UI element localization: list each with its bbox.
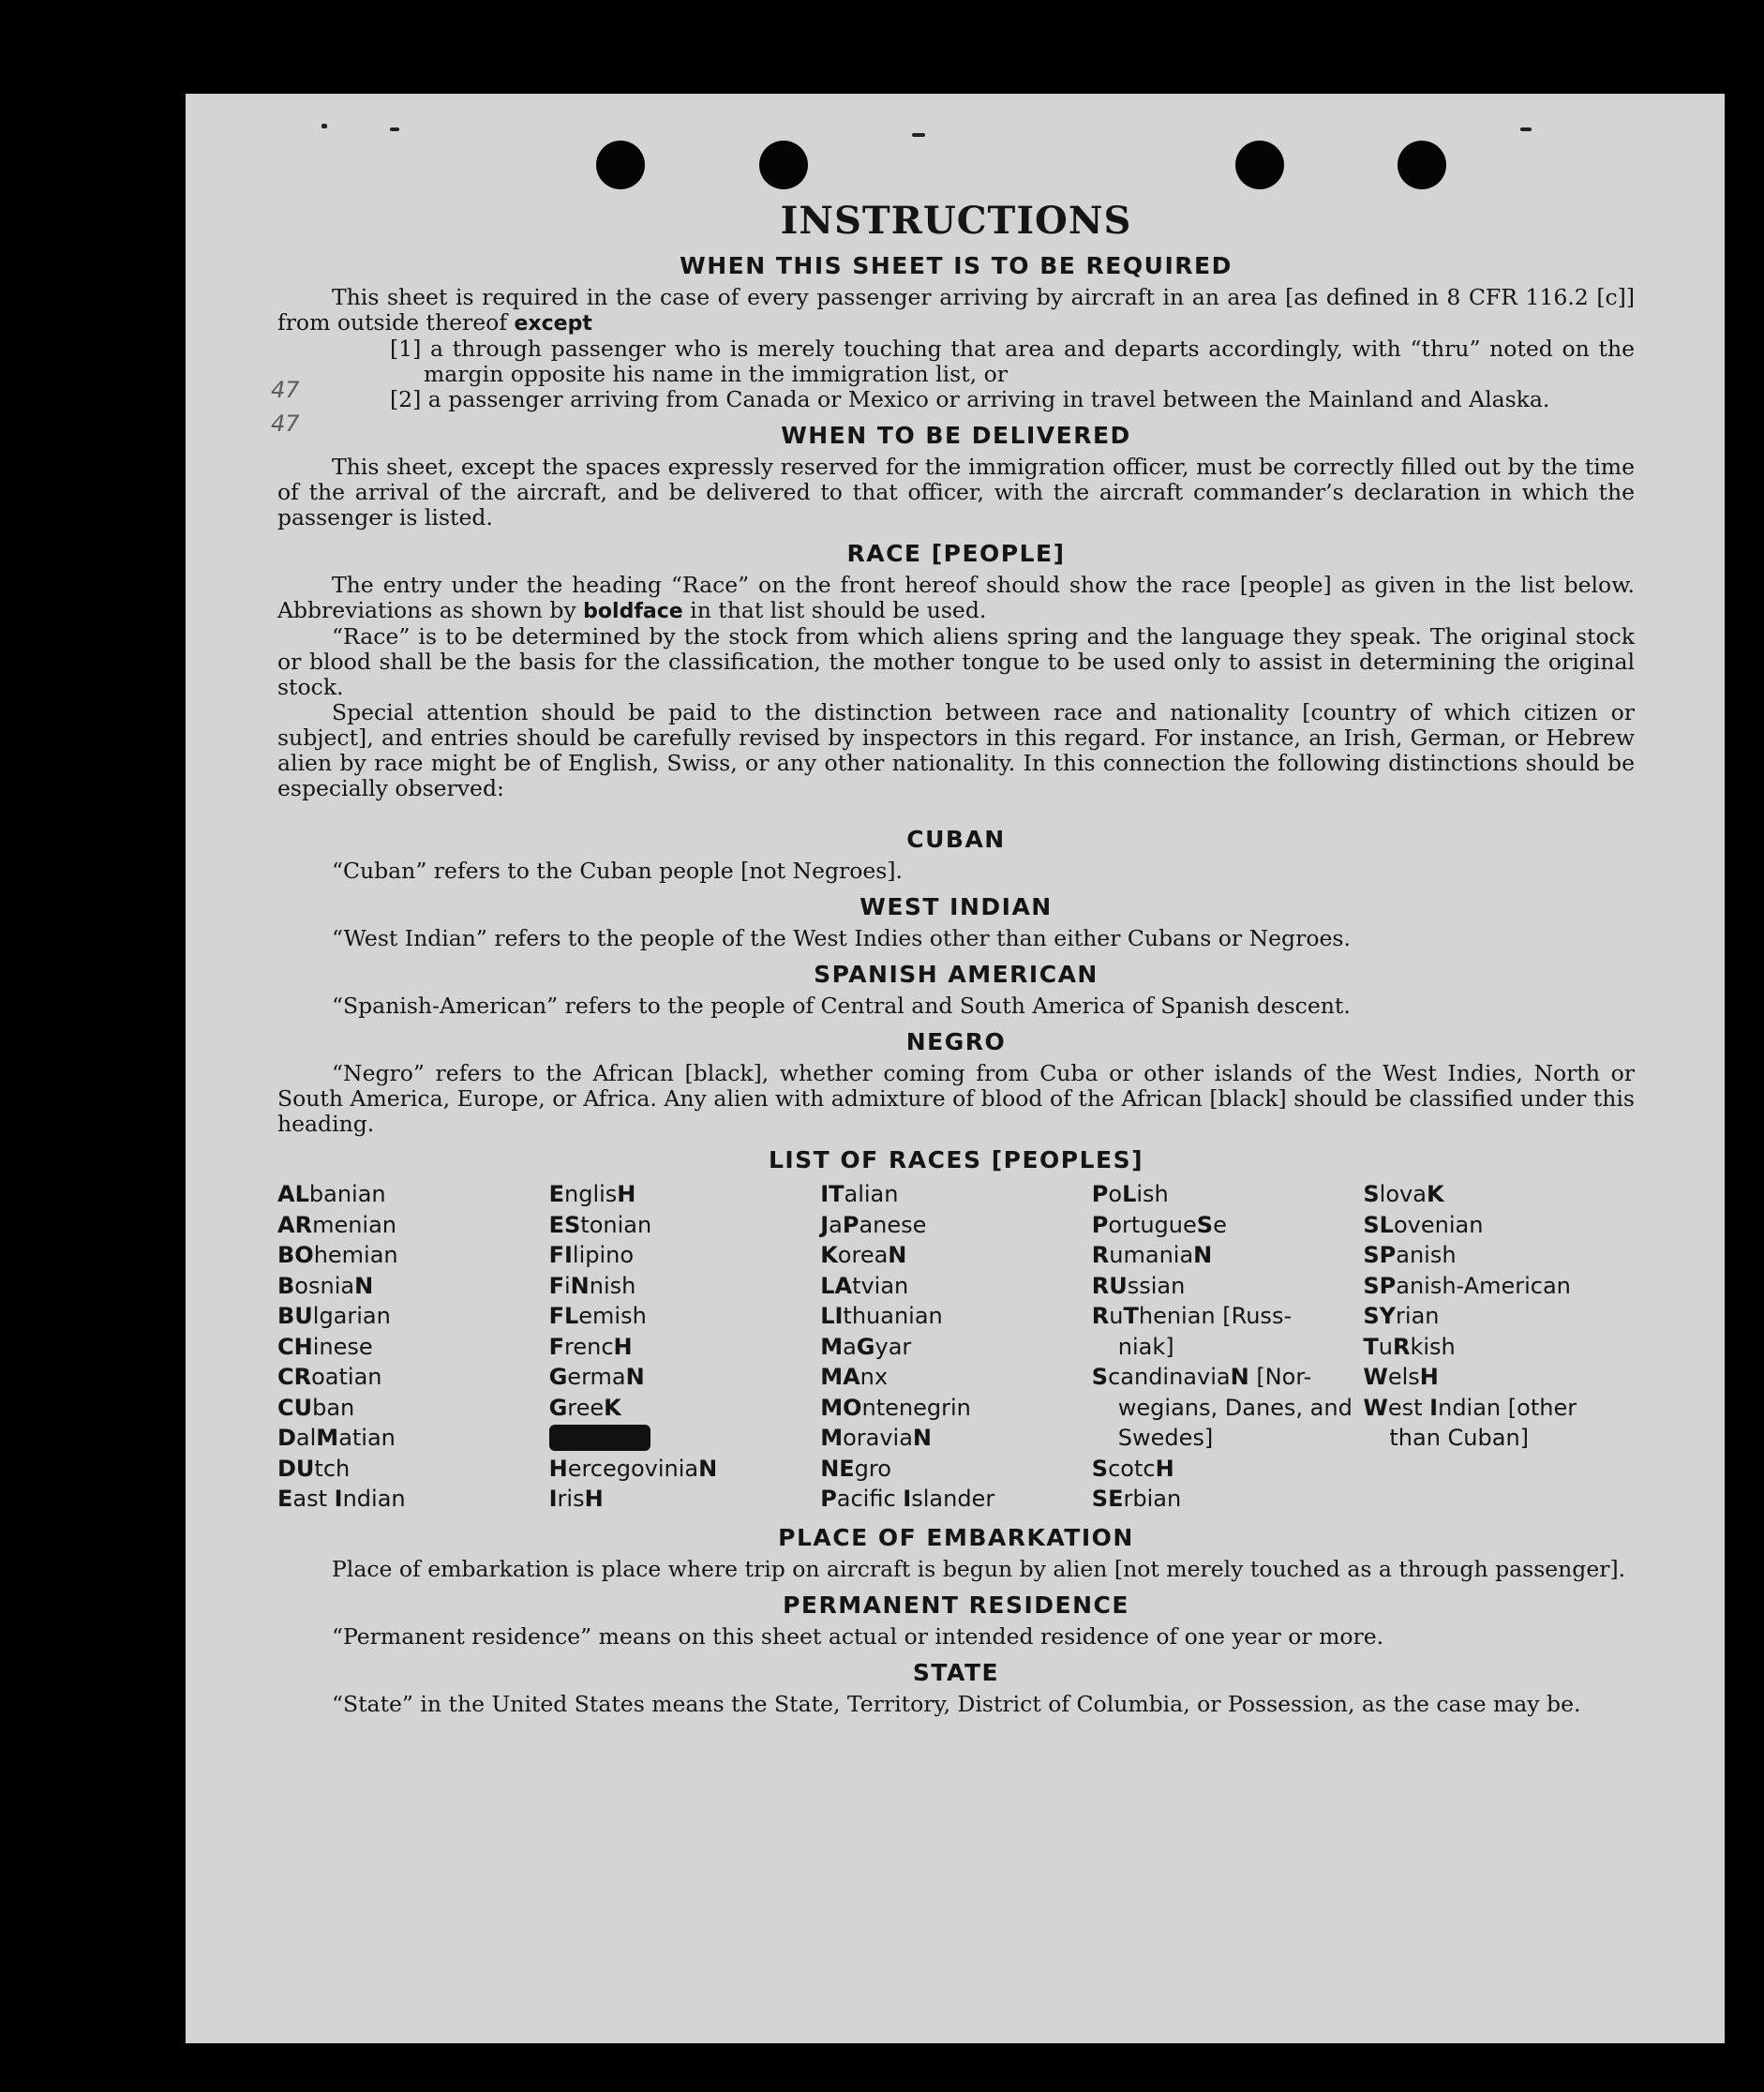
race-entry	[549, 1179, 821, 1210]
race-abbrev: DU	[277, 1455, 315, 1482]
race-abbrev: R	[1091, 1242, 1110, 1268]
race-text: nx	[860, 1364, 889, 1390]
race-entry	[1363, 1332, 1635, 1363]
race-abbrev: H	[1419, 1364, 1439, 1390]
race-abbrev: H	[584, 1486, 604, 1512]
race-abbrev: N	[698, 1455, 718, 1482]
race-text: anish-American	[1396, 1272, 1571, 1299]
race-entry	[277, 1362, 549, 1393]
heading-west-indian: WEST INDIAN	[860, 893, 1053, 920]
race-entry	[1363, 1301, 1635, 1332]
race-text: u	[1378, 1333, 1393, 1360]
ink-speck	[390, 127, 399, 131]
handwritten-note: 47	[271, 377, 300, 403]
race-abbrev: R	[1392, 1333, 1411, 1360]
race-abbrev: SP	[1363, 1242, 1397, 1268]
race-entry	[1363, 1240, 1635, 1271]
race-text: tonian	[580, 1211, 652, 1238]
race-entry	[1092, 1179, 1364, 1210]
race-text: ercegovinia	[567, 1455, 699, 1482]
ink-speck	[912, 133, 925, 137]
heading-place-of-embarkation: PLACE OF EMBARKATION	[778, 1523, 1134, 1551]
race-abbrev: SY	[1363, 1303, 1397, 1329]
race-entry	[1092, 1301, 1364, 1362]
race-text: oatian	[311, 1364, 382, 1390]
race-abbrev: SE	[1091, 1486, 1124, 1512]
race-text: lgarian	[312, 1303, 391, 1329]
race-abbrev: B	[277, 1272, 295, 1299]
instructions-content	[277, 199, 1635, 1717]
punch-hole	[1235, 141, 1284, 189]
race-abbrev: E	[277, 1486, 293, 1512]
race-entry	[820, 1393, 1092, 1424]
race-abbrev: M	[820, 1333, 844, 1360]
race-abbrev: G	[548, 1364, 568, 1390]
race-abbrev: M	[316, 1425, 339, 1451]
race-abbrev: N	[1230, 1364, 1249, 1390]
race-abbrev: S	[1196, 1211, 1214, 1238]
race-abbrev: N	[570, 1272, 590, 1299]
race-entry	[549, 1423, 821, 1454]
race-abbrev: F	[548, 1272, 564, 1299]
race-entry	[277, 1301, 549, 1332]
heading-list-of-races: LIST OF RACES [PEOPLES]	[768, 1146, 1144, 1173]
race-text: ban	[312, 1394, 355, 1421]
race-entry	[277, 1210, 549, 1241]
race-column-1	[277, 1179, 549, 1515]
race-abbrev: MO	[820, 1394, 862, 1421]
race-entry	[277, 1393, 549, 1424]
ink-speck	[321, 124, 327, 128]
race-abbrev: HebreW	[548, 1425, 650, 1451]
race-text: ris	[557, 1486, 585, 1512]
race-text: ast	[292, 1486, 335, 1512]
race-abbrev: K	[1426, 1181, 1444, 1207]
race-text: alian	[844, 1181, 899, 1207]
race-abbrev: I	[548, 1486, 558, 1512]
race-abbrev: I	[1429, 1394, 1439, 1421]
boldface-keyword: boldface	[583, 600, 683, 623]
race-abbrev: N	[1193, 1242, 1213, 1268]
race-entry	[549, 1240, 821, 1271]
race-entry	[1092, 1210, 1364, 1241]
race-text: a	[843, 1333, 857, 1360]
race-text: ntenegrin	[861, 1394, 971, 1421]
race-abbrev: NE	[820, 1455, 855, 1482]
race-text: umania	[1109, 1242, 1194, 1268]
race-abbrev: S	[1091, 1364, 1109, 1390]
race-entry	[820, 1210, 1092, 1241]
race-text: ish	[1136, 1181, 1169, 1207]
race-text: rian	[1396, 1303, 1440, 1329]
race-entry	[1092, 1240, 1364, 1271]
race-abbrev: ES	[548, 1211, 581, 1238]
handwritten-note: 47	[271, 411, 300, 437]
race-text: henian [Russ-	[1138, 1303, 1293, 1329]
race-text: [Nor-	[1248, 1364, 1312, 1390]
race-abbrev: R	[1091, 1303, 1110, 1329]
race-abbrev: CH	[277, 1333, 313, 1360]
race-text: ssian	[1127, 1272, 1186, 1299]
race-abbrev: FL	[548, 1303, 579, 1329]
document-sheet	[186, 94, 1725, 2043]
race-paragraph-1: The entry under the heading “Race” on the front hereof should show the race [people] as given in the list below. Abbreviations as shown by boldface in that list should be used.	[277, 572, 1635, 623]
race-abbrev: K	[604, 1394, 621, 1421]
race-text: anese	[859, 1211, 927, 1238]
race-text: est	[1387, 1394, 1430, 1421]
race-column-4	[1092, 1179, 1364, 1515]
race-abbrev: J	[820, 1211, 830, 1238]
race-column-3	[820, 1179, 1092, 1515]
race-entry	[277, 1332, 549, 1363]
race-abbrev: H	[1155, 1455, 1174, 1482]
race-abbrev: CU	[277, 1394, 313, 1421]
race-entry	[1092, 1362, 1364, 1454]
race-abbrev: S	[1363, 1181, 1380, 1207]
race-entry	[1092, 1454, 1364, 1485]
race-text: tch	[314, 1455, 351, 1482]
race-entry	[549, 1301, 821, 1332]
race-entry	[277, 1484, 549, 1515]
race-abbrev: D	[277, 1425, 296, 1451]
race-text: renc	[564, 1333, 614, 1360]
race-text: candinavia	[1108, 1364, 1231, 1390]
race-abbrev: N	[625, 1364, 645, 1390]
race-entry	[1092, 1484, 1364, 1515]
race-text: atian	[338, 1425, 396, 1451]
heading-cuban: CUBAN	[906, 826, 1006, 853]
race-entry	[549, 1210, 821, 1241]
race-text: erma	[567, 1364, 626, 1390]
race-abbrev: MA	[820, 1364, 860, 1390]
race-text: cotc	[1108, 1455, 1156, 1482]
race-abbrev: I	[334, 1486, 343, 1512]
race-abbrev: AR	[277, 1211, 313, 1238]
race-entry	[1363, 1210, 1635, 1241]
race-entry	[549, 1454, 821, 1485]
race-entry	[820, 1179, 1092, 1210]
race-text: osnia	[294, 1272, 355, 1299]
race-text: ortugue	[1108, 1211, 1197, 1238]
required-intro: This sheet is required in the case of every passenger arriving by aircraft in an area [as defined in 8 CFR 116.2 [c]] from outside thereof except	[277, 284, 1635, 336]
negro-text: “Negro” refers to the African [black], whether coming from Cuba or other islands of the West Indies, North or South America, Europe, or Africa. Any alien with admixture of blood of the African [black] should be classified under this heading.	[277, 1060, 1635, 1137]
race-abbrev: T	[1123, 1303, 1139, 1329]
race-entry	[820, 1240, 1092, 1271]
race-abbrev: N	[912, 1425, 933, 1451]
race-text: thuanian	[843, 1303, 943, 1329]
race-abbrev: N	[354, 1272, 374, 1299]
race-abbrev: P	[842, 1211, 860, 1238]
race-text: ndian	[342, 1486, 406, 1512]
race-entry	[820, 1454, 1092, 1485]
race-entry	[277, 1454, 549, 1485]
spanish-american-text: “Spanish-American” refers to the people of Central and South America of Spanish descent.	[332, 993, 1351, 1019]
race-text: oravia	[843, 1425, 913, 1451]
race-abbrev: BU	[277, 1303, 313, 1329]
race-text: lova	[1379, 1181, 1427, 1207]
ink-speck	[1520, 127, 1532, 131]
race-text: kish	[1410, 1333, 1456, 1360]
race-text: orea	[837, 1242, 889, 1268]
race-entry	[1092, 1271, 1364, 1302]
race-text: inese	[312, 1333, 373, 1360]
heading-when-delivered: WHEN TO BE DELIVERED	[781, 422, 1131, 449]
race-abbrev: AL	[277, 1181, 309, 1207]
race-abbrev: IT	[820, 1181, 845, 1207]
race-abbrev: SP	[1363, 1272, 1397, 1299]
race-paragraph-2: “Race” is to be determined by the stock from which aliens spring and the language they speak. The original stock or blood shall be the basis for the classification, the mother tongue to be used only to assist in determining the original stock.	[277, 623, 1635, 700]
race-text: slander	[911, 1486, 995, 1512]
race-text-continued: than Cuban]	[1389, 1425, 1530, 1451]
race-text: hemian	[313, 1242, 398, 1268]
race-entry	[277, 1240, 549, 1271]
race-text: menian	[312, 1211, 397, 1238]
race-entry	[549, 1271, 821, 1302]
race-abbrev: RU	[1091, 1272, 1128, 1299]
race-entry	[1363, 1393, 1635, 1454]
race-abbrev: FI	[548, 1242, 573, 1268]
race-abbrev: SL	[1363, 1211, 1394, 1238]
race-text-continued: wegians, Danes, and Swedes]	[1117, 1394, 1353, 1451]
state-text: “State” in the United States means the State, Territory, District of Columbia, or Possession, as the case may be.	[332, 1690, 1581, 1717]
race-text: e	[1213, 1211, 1227, 1238]
race-abbrev: H	[548, 1455, 568, 1482]
race-entry	[1363, 1271, 1635, 1302]
race-abbrev: BO	[277, 1242, 314, 1268]
race-abbrev: S	[1091, 1455, 1109, 1482]
race-text: al	[295, 1425, 317, 1451]
heading-when-required: WHEN THIS SHEET IS TO BE REQUIRED	[680, 252, 1233, 279]
race-text: o	[1108, 1181, 1123, 1207]
race-text: emish	[578, 1303, 647, 1329]
race-entry	[820, 1301, 1092, 1332]
race-column-5	[1363, 1179, 1635, 1515]
race-text: acific	[836, 1486, 904, 1512]
punch-hole	[759, 141, 808, 189]
race-abbrev: P	[1091, 1211, 1109, 1238]
race-abbrev: LI	[820, 1303, 844, 1329]
race-text: yar	[875, 1333, 912, 1360]
race-abbrev: H	[613, 1333, 633, 1360]
race-text: a	[829, 1211, 843, 1238]
race-abbrev: E	[548, 1181, 564, 1207]
residence-text: “Permanent residence” means on this sheet actual or intended residence of one year or more.	[332, 1622, 1384, 1650]
race-entry	[277, 1179, 549, 1210]
race-list	[277, 1179, 1635, 1515]
race-column-2	[549, 1179, 821, 1515]
race-entry	[549, 1484, 821, 1515]
cuban-text: “Cuban” refers to the Cuban people [not Negroes].	[332, 858, 904, 884]
embarkation-text: Place of embarkation is place where trip on aircraft is begun by alien [not merely touched as a through passenger].	[332, 1555, 1626, 1582]
race-entry	[1363, 1179, 1635, 1210]
race-entry	[1363, 1362, 1635, 1393]
race-abbrev: L	[1122, 1181, 1137, 1207]
race-text: nglis	[564, 1181, 618, 1207]
race-entry	[820, 1271, 1092, 1302]
race-entry	[820, 1423, 1092, 1454]
race-text: ree	[567, 1394, 605, 1421]
race-abbrev: G	[856, 1333, 875, 1360]
race-text-continued: niak]	[1117, 1333, 1174, 1360]
page-title: INSTRUCTIONS	[780, 199, 1132, 243]
race-text: ovenian	[1393, 1211, 1484, 1238]
race-abbrev: LA	[820, 1272, 853, 1299]
race-abbrev: K	[820, 1242, 838, 1268]
race-paragraph-3: Special attention should be paid to the distinction between race and nationality [country of which citizen or subject], and entries should be carefully revised by inspectors in this regard. For instance, an Irish, German, or Hebrew alien by race might be of English, Swiss, or any other nationality. In this connection the following distinctions should be especially observed:	[277, 699, 1635, 801]
required-item-2: [2] a passenger arriving from Canada or Mexico or arriving in travel between the Mainland and Alaska.	[390, 386, 1550, 412]
race-text: u	[1109, 1303, 1124, 1329]
race-entry	[549, 1332, 821, 1363]
race-text: gro	[854, 1455, 891, 1482]
west-indian-text: “West Indian” refers to the people of the West Indies other than either Cubans or Negroes.	[332, 925, 1351, 951]
heading-negro: NEGRO	[905, 1028, 1007, 1055]
race-entry	[277, 1271, 549, 1302]
race-entry	[549, 1362, 821, 1393]
race-text: lipino	[572, 1242, 635, 1268]
race-abbrev: P	[820, 1486, 837, 1512]
race-abbrev: N	[888, 1242, 907, 1268]
race-abbrev: T	[1363, 1333, 1379, 1360]
punch-hole	[596, 141, 645, 189]
delivered-text: This sheet, except the spaces expressly reserved for the immigration officer, must be correctly filled out by the time of the arrival of the aircraft, and be delivered to that officer, with the aircraft commander’s declaration in which the passenger is listed.	[277, 454, 1635, 530]
punch-hole	[1398, 141, 1446, 189]
race-text: els	[1387, 1364, 1420, 1390]
race-abbrev: M	[820, 1425, 844, 1451]
race-abbrev: G	[548, 1394, 568, 1421]
race-entry	[820, 1484, 1092, 1515]
race-entry	[549, 1393, 821, 1424]
race-abbrev: CR	[277, 1364, 312, 1390]
race-text: ndian [other	[1438, 1394, 1577, 1421]
heading-state: STATE	[912, 1658, 1000, 1686]
race-abbrev: H	[617, 1181, 636, 1207]
race-entry	[820, 1332, 1092, 1363]
heading-permanent-residence: PERMANENT RESIDENCE	[783, 1591, 1129, 1619]
except-keyword: except	[514, 312, 592, 336]
race-text: i	[564, 1272, 571, 1299]
race-entry	[820, 1362, 1092, 1393]
race-text: rbian	[1123, 1486, 1182, 1512]
race-entry	[277, 1423, 549, 1454]
race-text: anish	[1396, 1242, 1457, 1268]
race-abbrev: I	[903, 1486, 912, 1512]
race-text: banian	[308, 1181, 386, 1207]
heading-spanish-american: SPANISH AMERICAN	[814, 961, 1099, 988]
race-text: nish	[589, 1272, 636, 1299]
race-abbrev: W	[1363, 1394, 1388, 1421]
heading-race: RACE [PEOPLE]	[846, 540, 1066, 567]
race-text: tvian	[852, 1272, 909, 1299]
race-abbrev: W	[1363, 1364, 1388, 1390]
required-item-1: [1] a through passenger who is merely touching that area and departs accordingly, with “thru” noted on the margin opposite his name in the immigration list, or	[390, 336, 1635, 387]
race-abbrev: P	[1091, 1181, 1109, 1207]
race-abbrev: F	[548, 1333, 564, 1360]
